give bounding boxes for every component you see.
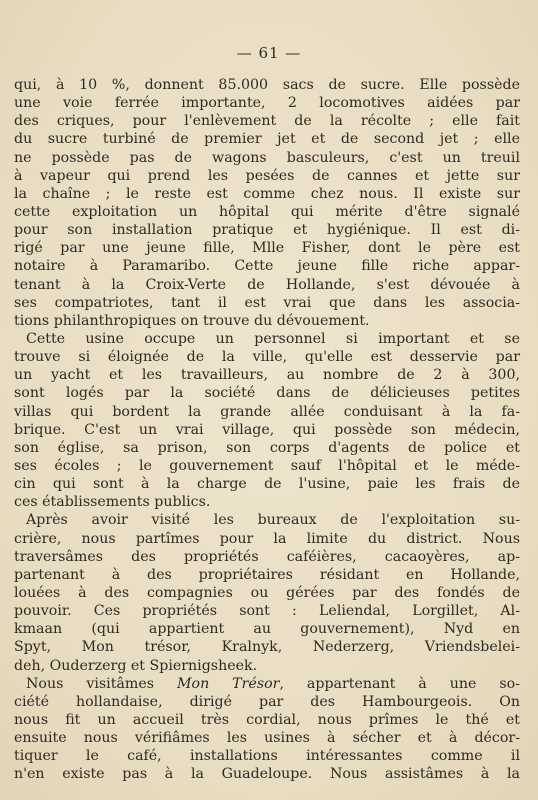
paragraph-1 xyxy=(14,76,520,330)
text-line: ses compatriotes, tant il est vrai que dans les associa- xyxy=(14,294,520,311)
text-line: crière, nous partîmes pour la limite du district. Nous xyxy=(14,530,520,547)
text-line: notaire à Paramaribo. Cette jeune fille riche appar- xyxy=(14,258,520,275)
text-line: villas qui bordent la grande allée conduisant à la fa- xyxy=(14,403,520,420)
emphasis-text: Mon Trésor xyxy=(177,675,280,692)
page-number: — 61 — xyxy=(236,44,302,62)
text-line xyxy=(14,675,520,693)
text-line: deh, Ouderzerg et Spiernigsheek. xyxy=(14,657,258,674)
text-line: son église, sa prison, son corps d'agents de police et xyxy=(14,439,520,456)
text-line: qui, à 10 %, donnent 85.000 sacs de sucre. Elle possède xyxy=(14,77,520,93)
text-line: à vapeur qui prend les pesées de cannes et jette sur xyxy=(14,167,520,184)
text-line: ses écoles ; le gouvernement sauf l'hôpital et le méde- xyxy=(14,457,520,474)
text-line: cin qui sont à la charge de l'usine, paie les frais de xyxy=(14,476,520,493)
text-line: tions philanthropiques on trouve du dévouement. xyxy=(14,312,370,329)
paragraph-4 xyxy=(14,675,520,784)
text-line: trouve si éloignée de la ville, qu'elle est desservie par xyxy=(14,349,520,366)
paragraph-2 xyxy=(14,330,520,511)
paragraph-3 xyxy=(14,511,520,674)
body-text xyxy=(14,76,520,783)
text-line: kmaan (qui appartient au gouvernement), Nyd en xyxy=(14,621,520,638)
text-line: partenant à des propriétaires résidant en Hollande, xyxy=(14,566,520,583)
text-line: ne possède pas de wagons basculeurs, c'est un treuil xyxy=(14,149,520,166)
text-line: louées à des compagnies ou gérées par des fondés de xyxy=(14,584,520,601)
text-line: Cette usine occupe un personnel si important et se xyxy=(26,330,520,347)
text-line: ciété hollandaise, dirigé par des Hambourgeois. On xyxy=(14,693,520,710)
text-line: du sucre turbiné de premier jet et de second jet ; elle xyxy=(14,131,520,148)
text-run: , appartenant à une so- xyxy=(279,675,520,692)
text-line: traversâmes des propriétés caféières, cacaoyères, ap- xyxy=(14,548,520,565)
text-line: tiquer le café, installations intéressantes comme il xyxy=(14,748,520,765)
text-line: des criques, pour l'enlèvement de la récolte ; elle fait xyxy=(14,113,520,130)
text-line: cette exploitation un hôpital qui mérite d'être signalé xyxy=(14,203,520,220)
text-line: pour son installation pratique et hygiénique. Il est di- xyxy=(14,222,520,239)
text-line: ensuite nous vérifiâmes les usines à sécher et à décor- xyxy=(14,730,520,747)
text-line: Spyt, Mon trésor, Kralnyk, Nederzerg, Vriendsbelei- xyxy=(14,639,520,656)
text-line: brique. C'est un vrai village, qui possède son médecin, xyxy=(14,421,520,438)
text-line: tenant à la Croix-Verte de Hollande, s'est dévouée à xyxy=(14,276,520,293)
text-line: un yacht et les travailleurs, au nombre de 2 à 300, xyxy=(14,367,520,384)
text-line: rigé par une jeune fille, Mlle Fisher, dont le père est xyxy=(14,240,520,257)
text-line: Après avoir visité les bureaux de l'exploitation su- xyxy=(26,512,520,529)
text-line: sont logés par la société dans de délicieuses petites xyxy=(14,385,520,402)
text-run: Nous visitâmes xyxy=(26,675,177,692)
text-line: pouvoir. Ces propriétés sont : Leliendal, Lorgillet, Al- xyxy=(14,603,520,620)
text-line: la chaîne ; le reste est comme chez nous. Il existe sur xyxy=(14,185,520,202)
text-line: une voie ferrée importante, 2 locomotives aidées par xyxy=(14,95,520,112)
text-line: n'en existe pas à la Guadeloupe. Nous assistâmes à la xyxy=(14,766,520,783)
text-line: ces établissements publics. xyxy=(14,494,211,511)
text-line: nous fit un accueil très cordial, nous prîmes le thé et xyxy=(14,711,520,728)
